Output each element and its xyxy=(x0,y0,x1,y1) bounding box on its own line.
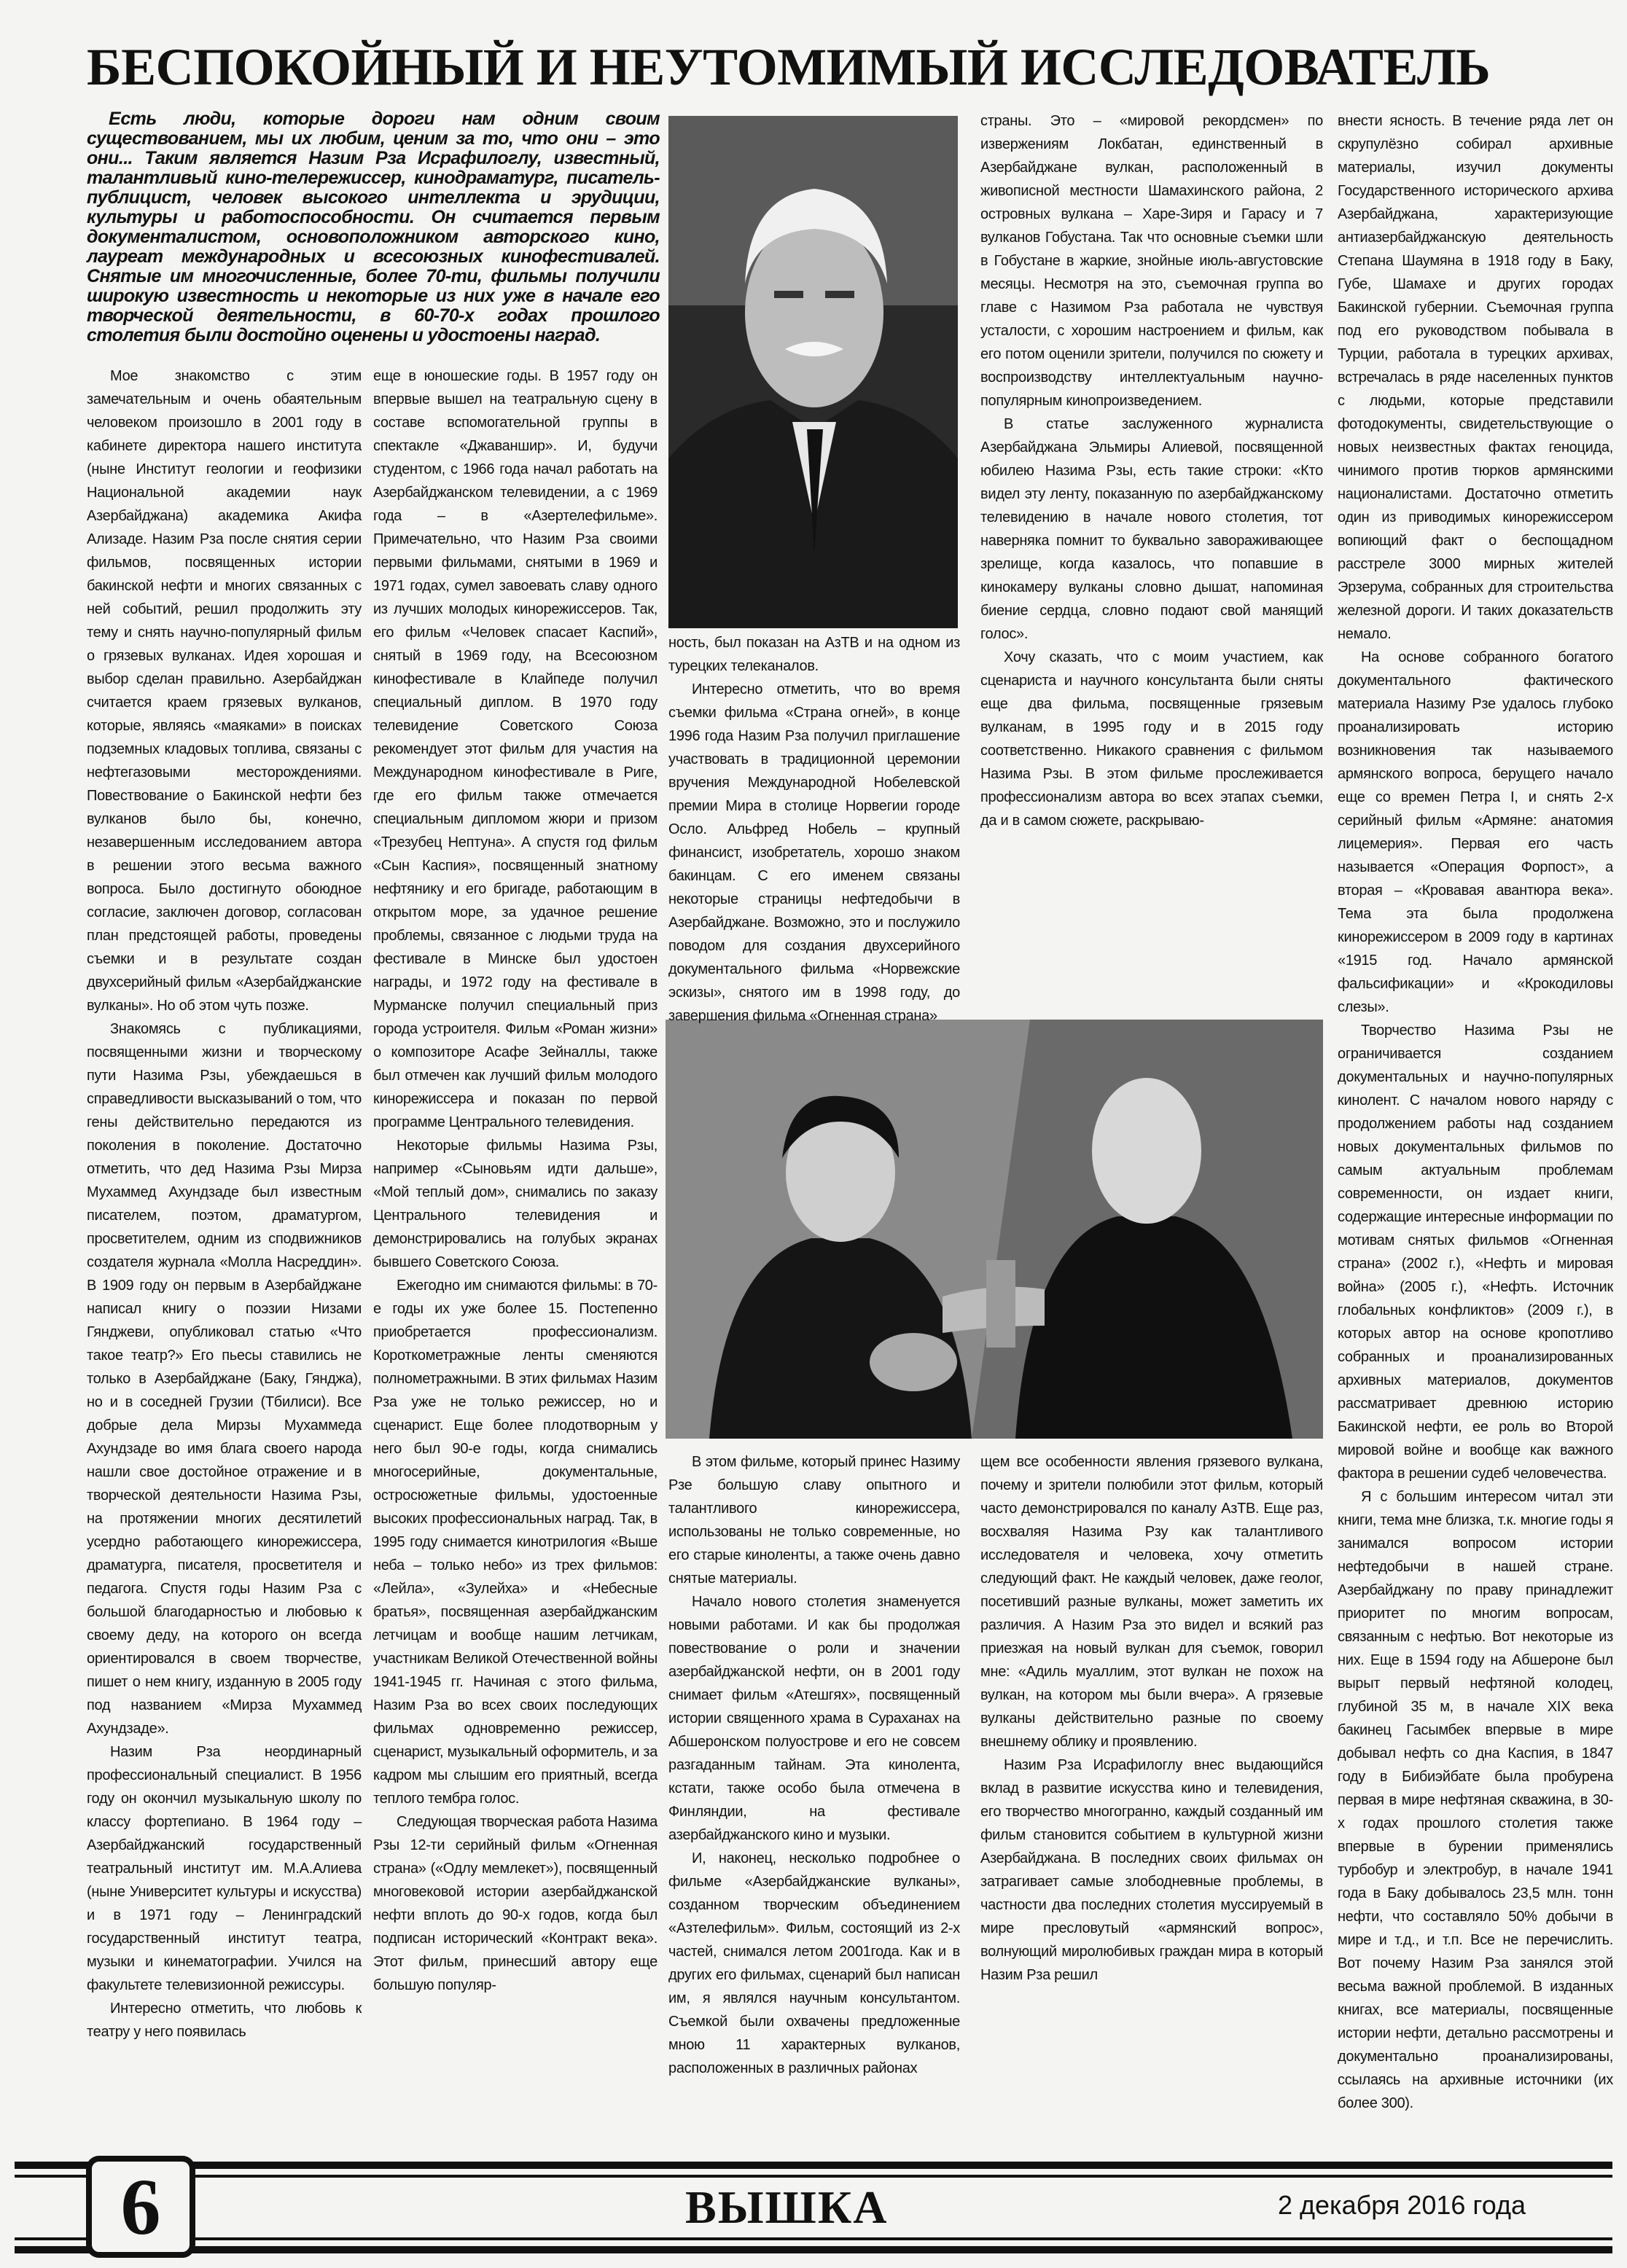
article-column-1 xyxy=(87,364,362,2044)
paragraph: Интересно отметить, что во время съемки фильма «Страна огней», в конце 1996 года Назим Рза получил приглашение участвовать в традиционной церемонии вручения Международной Нобелевской премии Мира в столице Норвегии городе Осло. Альфред Нобель – крупный финансист, изобретатель, хорошо знаком бакинцам. С его именем связаны некоторые страницы нефтедобычи в Азербайджане. Возможно, это и послужило поводом для создания двухсерийного документального фильма «Норвежские эскизы», снятого им в 1998 году, до завершения фильма «Огненная страна» xyxy=(668,681,960,1024)
paragraph: Хочу сказать, что с моим участием, как сценариста и научного консультанта были сняты еще два фильма, посвященные грязевым вулканам, в 1995 году и в 2015 году соответственно. Никакого сравнения с фильмом Назима Рзы. В этом фильме прослеживается профессионализм автора во всех этапах съемки, да и в самом сюжете, раскрываю- xyxy=(980,649,1323,829)
article-column-4-bottom xyxy=(980,1450,1323,1987)
paragraph: Следующая творческая работа Назима Рзы 12-ти серийный фильм «Огненная страна» («Одлу мемлекет»), посвященный многовековой истории азербайджанской нефти вплоть до 90-х годов, когда был подписан исторический «Контракт века». Этот фильм, принесший автору еще большую популяр- xyxy=(373,1814,658,1993)
paragraph: В статье заслуженного журналиста Азербайджана Эльмиры Алиевой, посвященной юбилею Назима Рзы, есть такие строки: «Кто видел эту ленту, показанную по азербайджанскому телевидению в начале нового столетия, тот наверняка помнит то буквально завораживающее зрелище, когда казалось, что попавшие в кинокамеру вулканы словно дышат, напоминая биение сердца, словно подают свой манящий голос». xyxy=(980,416,1323,642)
paragraph: ность, был показан на АзТВ и на одном из турецких телеканалов. xyxy=(668,635,960,674)
article-lead: Есть люди, которые дороги нам одним своим существованием, мы их любим, ценим за то, что они – это они... Таким является Назим Рза Исрафилоглу, известный, талантливый кино-телережиссер, кинодраматург, писатель-публицист, человек высокого интеллекта и эрудиции, культуры и работоспособности. Он считается первым документалистом, основоположником авторского кино, лауреат международных и всесоюзных кинофестивалей. Снятые им многочисленные, более 70-ти, фильмы получили широкую известность и некоторые из них уже в начале его творческой деятельности, в 60-70-х годах прошлого столетия были достойно оценены и удостоены наград. xyxy=(87,109,660,345)
article-column-3-top xyxy=(668,631,960,1028)
paragraph: Некоторые фильмы Назима Рзы, например «Сыновьям идти дальше», «Мой теплый дом», снимались по заказу Центрального телевидения и демонстрировались на голубых экранах бывшего Советского Союза. xyxy=(373,1138,658,1270)
paragraph: И, наконец, несколько подробнее о фильме «Азербайджанские вулканы», созданном творческим объединением «Азтелефильм». Фильм, состоящий из 2-х частей, снимался летом 2001года. Как и в других его фильмах, сценарий был написан им, я являлся научным консультантом. Съемкой были охвачены предложенные мною 11 характерных вулканов, расположенных в различных районах xyxy=(668,1850,960,2076)
issue-date: 2 декабря 2016 года xyxy=(1272,2189,1532,2221)
footer-rule xyxy=(15,2175,1612,2178)
paragraph: Ежегодно им снимаются фильмы: в 70-е годы их уже более 15. Постепенно приобретается профессионализм. Короткометражные ленты сменяются полнометражными. В этих фильмах Назим Рза уже не только режиссер, но и сценарист. Еще более плодотворным у него был 90-е годы, когда снимались многосерийные, документальные, остросюжетные фильмы, удостоенные высоких профессиональных наград. Так, в 1995 году снимается кинотрилогия «Выше неба – только небо» из трех фильмов: «Лейла», «Зулейха» и «Небесные братья», посвященная азербайджанским летчицам и вообще нашим летчикам, участникам Великой Отечественной войны 1941-1945 гг. Начиная с этого фильма, Назим Рза во всех своих последующих фильмах одновременно режиссер, сценарист, музыкальный оформитель, и за кадром мы слышим его приятный, всегда теплого тембра голос. xyxy=(373,1278,658,1807)
paragraph: Начало нового столетия знаменуется новыми работами. И как бы продолжая повествование о роли и значении азербайджанской нефти, он в 2001 году снимает фильм «Атешгях», посвященный истории священного храма в Сураханах на Абшеронском полуострове и его не совсем разгаданным тайнам. Эта кинолента, кстати, также особо была отмечена в Финляндии, на фестивале азербайджанского кино и музыки. xyxy=(668,1594,960,1843)
article-column-5 xyxy=(1338,109,1613,2115)
paragraph: В этом фильме, который принес Назиму Рзе большую славу опытного и талантливого кинорежиссера, использованы не только современные, но его старые киноленты, а также очень давно снятые материалы. xyxy=(668,1454,960,1587)
paragraph: еще в юношеские годы. В 1957 году он впервые вышел на театральную сцену в составе вспомогательной группы в спектакле «Джаваншир». И, будучи студентом, с 1966 года начал работать на Азербайджанском телевидении, а с 1969 года – в «Азертелефильме». Примечательно, что Назим Рза своими первыми фильмами, снятыми в 1969 и 1971 годах, сумел завоевать славу одного из лучших молодых кинорежиссеров. Так, его фильм «Человек спасает Каспий», снятый в 1969 году, на Всесоюзном кинофестивале в Клайпеде получил специальный диплом. В 1970 году телевидение Советского Союза рекомендует этот фильм для участия на Международном кинофестивале в Риге, где его фильм также отмечается специальным дипломом жюри и призом «Трезубец Нептуна». А спустя год фильм «Сын Каспия», посвященный знатному нефтянику и его бригаде, работающим в открытом море, за удачное решение проблемы, связанное с людьми труда на фестивале в Минске был удостоен награды, и 1972 году на фестивале в Мурманске получил специальный приз города устроителя. Фильм «Роман жизни» о композиторе Асафе Зейналлы, также был отмечен как лучший фильм молодого кинорежиссера и показан по первой программе Центрального телевидения. xyxy=(373,368,658,1130)
award-ceremony-photo xyxy=(666,1020,1323,1439)
paragraph: Я с большим интересом читал эти книги, тема мне близка, т.к. многие годы я занимался вопросом истории нефтедобычи в нашей стране. Азербайджану по праву принадлежит приоритет по многим вопросам, связанным с нефтью. Вот некоторые из них. Еще в 1594 году на Абшероне был вырыт первый нефтяной колодец, глубиной 35 м, в начале XIX века бакинец Гасымбек впервые в мире добывал нефть со дна Каспия, в 1847 году в Бибиэйбате была пробурена первая в мире нефтяная скважина, в 30-х годах прошлого столетия также впервые в бурении применялись турбобур и электробур, в начале 1941 года в Баку добывалось 23,5 млн. тонн нефти, что составляло 50% добычи в мире и т.д., и т.п. Все не перечислить. Вот почему Назим Рза занялся этой весьма важной проблемой. В изданных книгах, все материалы, посвященные истории нефти, детально рассмотрены и документально проанализированы, ссылаясь на архивные источники (их более 300). xyxy=(1338,1489,1613,2111)
page-number: 6 xyxy=(120,2162,161,2251)
paragraph: щем все особенности явления грязевого вулкана, почему и зрители полюбили этот фильм, который часто демонстрировался по каналу АзТВ. Еще раз, восхваляя Назима Рзу как талантливого исследователя и человека, хочу отметить следующий факт. Не каждый человек, даже геолог, посетивший разные вулканы, может заметить их различия. А Назим Рза это видел и всякий раз приезжая на новый вулкан для съемок, говорил мне: «Адиль муаллим, этот вулкан не похож на вулкан, на котором мы были вчера». А грязевые вулканы действительно разные по своему внешнему облику и проявлению. xyxy=(980,1454,1323,1750)
paragraph: Мое знакомство с этим замечательным и очень обаятельным человеком произошло в 2001 году в кабинете директора нашего института (ныне Институт геологии и геофизики Национальной академии наук Азербайджана) академика Акифа Ализаде. Назим Рза после снятия серии фильмов, посвященных истории бакинской нефти и многих связанных с ней событий, решил продолжить эту тему и снять научно-популярный фильм о грязевых вулканах. Идея хорошая и выбор сделан правильно. Азербайджан считается краем грязевых вулканов, которые, являясь «маяками» в поисках подземных кладовых топлива, связаны с нефтегазовыми месторождениями. Повествование о Бакинской нефти без вулканов было бы, конечно, незавершенным исследованием автора в решении этого весьма важного вопроса. Было достигнуто обоюдное согласие, заключен договор, согласован план предстоящей работы, проведены съемки и в результате создан двухсерийный фильм «Азербайджанские вулканы». Но об этом чуть позже. xyxy=(87,368,362,1014)
footer-rule xyxy=(15,2246,1612,2253)
paragraph: Интересно отметить, что любовь к театру у него появилась xyxy=(87,2001,362,2040)
paragraph: Знакомясь с публикациями, посвященными жизни и творческому пути Назима Рзы, убеждаешься в справедливости высказываний о том, что гены действительно передаются из поколения в поколение. Достаточно отметить, что дед Назима Рзы Мирза Мухаммед Ахундзаде был известным писателем, поэтом, драматургом, просветителем, одним из сподвижников создателя журнала «Молла Насреддин». В 1909 году он первым в Азербайджане написал книгу о поэзии Низами Гянджеви, опубликовал статью «Что такое театр?» Его пьесы ставились не только в Азербайджане (Баку, Гянджа), но и в соседней Грузии (Тбилиси). Все добрые дела Мирзы Мухаммеда Ахундзаде во имя блага своего народа нашли свое достойное отражение и в творческой деятельности Назима Рзы, на протяжении многих десятилетий усердно работающего кинорежиссера, драматурга, писателя, просветителя и педагога. Спустя годы Назим Рза с большой благодарностью и любовью к своему деду, на которого он всегда ориентировался в своем творчестве, пишет о нем книгу, изданную в 2005 году под названием «Мирза Мухаммед Ахундзаде». xyxy=(87,1021,362,1737)
footer-rule xyxy=(15,2162,1612,2169)
paragraph: страны. Это – «мировой рекордсмен» по извержениям Локбатан, единственный в Азербайджане вулкан, расположенный в живописной местности Шамахинского района, 2 островных вулкана – Харе-Зиря и Гарасу и 7 вулканов Гобустана. Так что основные съемки шли в Гобустане в жаркие, знойные июль-августовские месяцы. Несмотря на это, съемочная группа во главе с Назимом Рза работала не чувствуя усталости, с хорошим настроением и фильм, как его потом оценили зрители, получился по сюжету и воспроизводству интеллектуальным научно-популярным кинопроизведением. xyxy=(980,113,1323,409)
paragraph: Назим Рза неординарный профессиональный специалист. В 1956 году он окончил музыкальную школу по классу фортепиано. В 1964 году – Азербайджанский государственный театральный институт им. М.А.Алиева (ныне Университет культуры и искусства) и в 1971 году – Ленинградский государственный институт театра, музыки и кинематографии. Учился на факультете телевизионной режиссуры. xyxy=(87,1744,362,1993)
page-number-box xyxy=(86,2156,195,2258)
article-headline: БЕСПОКОЙНЫЙ И НЕУТОМИМЫЙ ИССЛЕДОВАТЕЛЬ xyxy=(87,38,1491,96)
paragraph: внести ясность. В течение ряда лет он скрупулёзно собирал архивные материалы, изучил документы Государственного исторического архива Азербайджана, характеризующие антиазербайджанскую деятельность Степана Шаумяна в 1918 году в Баку, Губе, Шамахе и других городах Бакинской губернии. Съемочная группа под его руководством побывала в Турции, работала в турецких архивах, встречалась в ряде населенных пунктов с людьми, которые представили фотодокументы, свидетельствующие о новых неизвестных фактах геноцида, чинимого против тюрков армянскими националистами. Достаточно отметить один из приводимых кинорежиссером вопиющий факт о беспощадном расстреле 3000 мирных жителей Эрзерума, собранных для строительства железной дороги. И таких доказательств немало. xyxy=(1338,113,1613,642)
article-column-3-bottom xyxy=(668,1450,960,2080)
article-column-2 xyxy=(373,364,658,1997)
paragraph: Творчество Назима Рзы не ограничивается созданием документальных и научно-популярных кинолент. С началом нового наряду с продолжением работы над созданием новых документальных фильмов по самым актуальным проблемам современности, он издает книги, содержащие интересные информации по мотивам снятых фильмов «Огненная страна» (2002 г.), «Нефть и мировая война» (2005 г.), «Нефть. Источник глобальных конфликтов» (2009 г.), в которых автор на основе кропотливо собранных и проанализированных архивных материалов, документов рассматривает древнюю историю Бакинской нефти, ее роль во Второй мировой войне и вообще как важного фактора в решении судеб человечества. xyxy=(1338,1022,1613,1482)
paragraph: На основе собранного богатого документального фактического материала Назиму Рзе удалось глубоко проанализировать историю возникновения так называемого армянского вопроса, берущего начало еще со времен Петра I, и снять 2-х серийный фильм «Армяне: анатомия лицемерия». Первая его часть называется «Операция Форпост», а вторая – «Кровавая авантюра века». Тема эта была продолжена кинорежиссером в 2009 году в картинах «1915 год. Начало армянской фальсификации» и «Крокодиловы слезы». xyxy=(1338,649,1613,1015)
article-column-4-top xyxy=(980,109,1323,832)
footer-rule xyxy=(15,2237,1612,2240)
newspaper-name: ВЫШКА xyxy=(678,2182,895,2233)
portrait-photo xyxy=(668,116,958,628)
paragraph: Назим Рза Исрафилоглу внес выдающийся вклад в развитие искусства кино и телевидения, его творчество многогранно, каждый созданный им фильм становится событием в культурной жизни Азербайджана. В последних своих фильмах он затрагивает самые злободневные проблемы, в частности два последних столетия муссируемый в мире пресловутый «армянский вопрос», волнующий миролюбивых граждан мира в который Назим Рза решил xyxy=(980,1757,1323,1983)
